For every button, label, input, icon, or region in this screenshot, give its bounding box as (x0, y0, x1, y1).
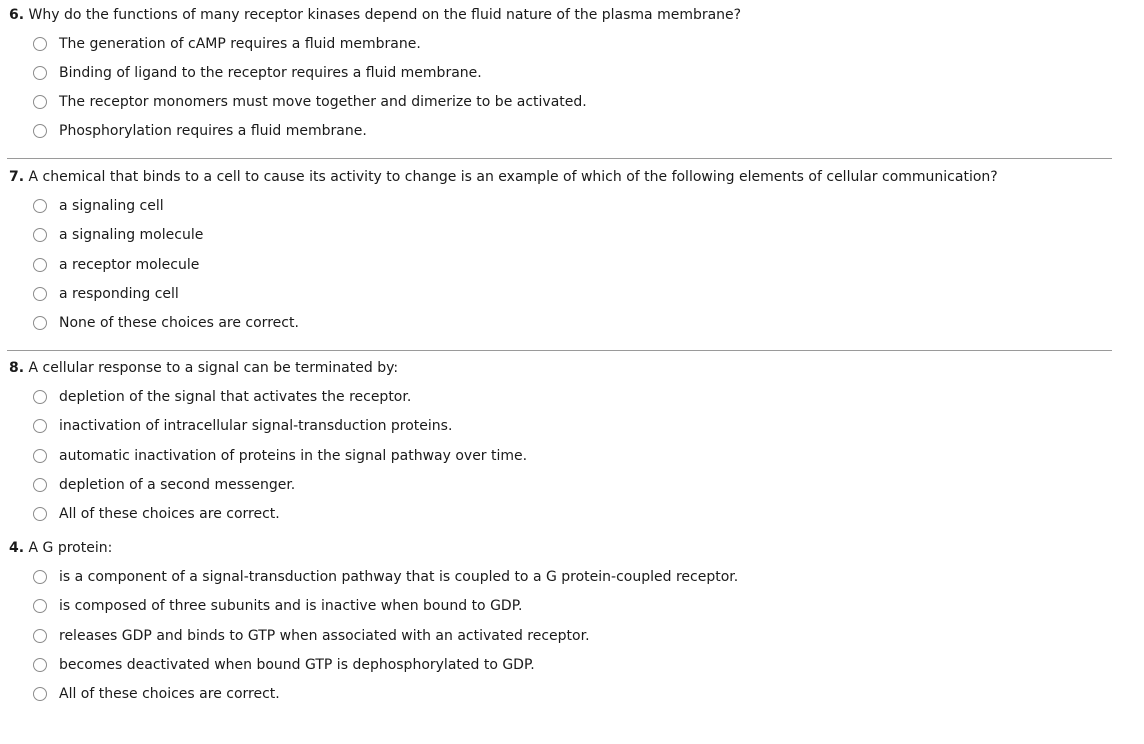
option-label: inactivation of intracellular signal-transduction proteins. (59, 417, 453, 434)
question-number: 4. (9, 540, 25, 556)
question-4-stem (9, 540, 112, 557)
question-number: 6. (9, 7, 25, 23)
q6-option-4[interactable] (33, 121, 367, 141)
radio-button[interactable] (33, 66, 47, 80)
q8-option-2[interactable] (33, 416, 452, 436)
question-text: A cellular response to a signal can be terminated by: (28, 360, 399, 376)
radio-button[interactable] (33, 687, 47, 701)
q6-option-3[interactable] (33, 92, 587, 112)
radio-button[interactable] (33, 124, 47, 138)
question-number: 7. (9, 169, 25, 185)
option-label: All of these choices are correct. (59, 685, 280, 702)
q4-option-3[interactable] (33, 626, 590, 646)
option-label: becomes deactivated when bound GTP is dephosphorylated to GDP. (59, 656, 535, 673)
radio-button[interactable] (33, 449, 47, 463)
option-label: a receptor molecule (59, 256, 200, 273)
option-label: Phosphorylation requires a fluid membrane. (59, 122, 367, 139)
option-label: None of these choices are correct. (59, 314, 299, 331)
q8-option-3[interactable] (33, 446, 527, 466)
q7-option-4[interactable] (33, 284, 179, 304)
radio-button[interactable] (33, 287, 47, 301)
option-label: a signaling cell (59, 197, 164, 214)
question-6-stem (9, 7, 741, 24)
q4-option-5[interactable] (33, 684, 280, 704)
question-text: A G protein: (28, 540, 113, 556)
radio-button[interactable] (33, 199, 47, 213)
option-label: Binding of ligand to the receptor requires a fluid membrane. (59, 64, 482, 81)
q6-option-1[interactable] (33, 34, 421, 54)
question-8-stem (9, 360, 398, 377)
radio-button[interactable] (33, 95, 47, 109)
option-label: The generation of cAMP requires a fluid membrane. (59, 35, 421, 52)
question-text: Why do the functions of many receptor kinases depend on the fluid nature of the plasma membrane? (28, 7, 742, 23)
radio-button[interactable] (33, 419, 47, 433)
radio-button[interactable] (33, 629, 47, 643)
q6-option-2[interactable] (33, 63, 482, 83)
radio-button[interactable] (33, 658, 47, 672)
q7-option-5[interactable] (33, 313, 299, 333)
question-number: 8. (9, 360, 25, 376)
radio-button[interactable] (33, 570, 47, 584)
radio-button[interactable] (33, 228, 47, 242)
option-label: depletion of the signal that activates the receptor. (59, 388, 412, 405)
option-label: a signaling molecule (59, 226, 204, 243)
q4-option-1[interactable] (33, 567, 738, 587)
radio-button[interactable] (33, 478, 47, 492)
radio-button[interactable] (33, 258, 47, 272)
question-divider (7, 158, 1112, 159)
option-label: The receptor monomers must move together and dimerize to be activated. (59, 93, 587, 110)
q8-option-5[interactable] (33, 504, 280, 524)
option-label: automatic inactivation of proteins in the signal pathway over time. (59, 447, 528, 464)
q7-option-2[interactable] (33, 225, 203, 245)
option-label: depletion of a second messenger. (59, 476, 296, 493)
radio-button[interactable] (33, 507, 47, 521)
question-7-stem (9, 169, 998, 186)
option-label: All of these choices are correct. (59, 505, 280, 522)
q7-option-1[interactable] (33, 196, 164, 216)
option-label: a responding cell (59, 285, 179, 302)
q4-option-2[interactable] (33, 596, 522, 616)
radio-button[interactable] (33, 37, 47, 51)
radio-button[interactable] (33, 316, 47, 330)
option-label: releases GDP and binds to GTP when associated with an activated receptor. (59, 627, 590, 644)
option-label: is a component of a signal-transduction pathway that is coupled to a G protein-coupled receptor. (59, 568, 739, 585)
q4-option-4[interactable] (33, 655, 535, 675)
q8-option-4[interactable] (33, 475, 295, 495)
q8-option-1[interactable] (33, 387, 411, 407)
option-label: is composed of three subunits and is inactive when bound to GDP. (59, 597, 523, 614)
radio-button[interactable] (33, 390, 47, 404)
q7-option-3[interactable] (33, 255, 199, 275)
radio-button[interactable] (33, 599, 47, 613)
question-divider (7, 350, 1112, 351)
question-text: A chemical that binds to a cell to cause its activity to change is an example of which of the following elements of cellular communication? (28, 169, 998, 185)
